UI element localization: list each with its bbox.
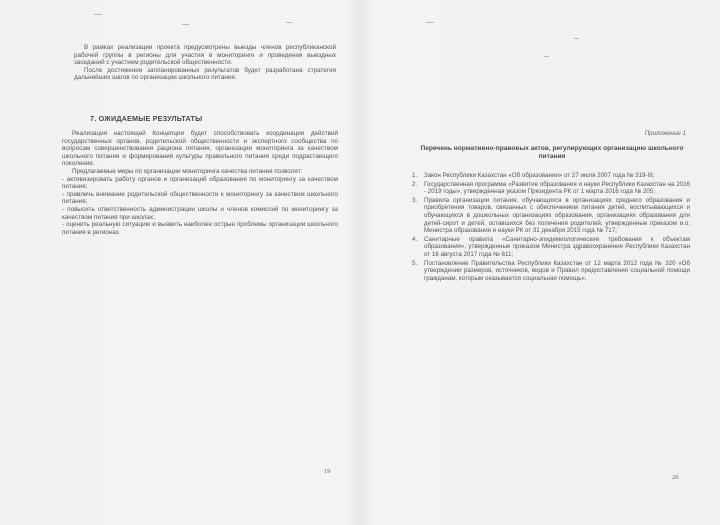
list-item (412, 197, 690, 235)
list-item (412, 172, 690, 180)
results-text (62, 130, 338, 236)
scan-mark (426, 22, 434, 23)
list-item: - повысить ответственность администрации школы и членов комиссий по мониторингу за качеством питания при школах; (62, 205, 338, 221)
page-number: 20 (672, 474, 679, 481)
regulations-list (412, 172, 690, 283)
item-text: Правила организации питания, обучающихся в организациях среднего образования и приобретения товаров, связанных с обеспечением питания детей, воспитывающихся и обучающихся в дошкольных организациях образования, организациях образования для детей-сирот и детей, оставшихся без попечения родителей, утвержденные приказом и.о. Министра образования и науки РК от 31 декабря 2015 года № 717; (424, 196, 690, 235)
scan-mark (182, 24, 189, 25)
item-number: 3. (412, 196, 418, 204)
scan-mark (544, 56, 549, 57)
item-text: Постановление Правительства Республики Казахстан от 12 марта 2012 года № 320 «Об утверждении размеров, источников, видов и Правил предоставления социальной помощи гражданам, которым оказывается социальная помощь». (424, 259, 690, 282)
body-paragraph-1: Реализация настоящей Концепции будет способствовать координации действий государственных органов, родительской общественности и экспертного сообщества по вопросам совершенствования рациона питания, организации мониторинга за качеством школьного питания и формирования культуры правильного питания среди подрастающего поколения. (62, 130, 338, 168)
measures-list (62, 176, 338, 237)
list-item (412, 181, 690, 196)
list-item (412, 236, 690, 259)
item-number: 1. (412, 172, 418, 179)
scan-mark (286, 22, 292, 23)
section-heading: 7. ОЖИДАЕМЫЕ РЕЗУЛЬТАТЫ (90, 114, 203, 123)
item-text: Государственная программа «Развитие образования и науки Республики Казахстан на 2016 - 2019 годы», утвержденная указом Президента РК от 1 марта 2016 года № 205; (424, 180, 690, 196)
item-number: 5. (412, 259, 418, 267)
item-number: 4. (412, 235, 418, 243)
item-text: Закон Республики Казахстан «Об образовании» от 27 июля 2007 года № 319-III; (424, 172, 655, 179)
scan-mark (94, 14, 102, 15)
list-item (412, 260, 690, 283)
page-number: 19 (324, 468, 331, 475)
right-page (360, 0, 720, 525)
appendix-label: Приложение 1 (644, 130, 686, 137)
list-item: - оценить реальную ситуацию и выявить наиболее острые проблемы организации школьного питания в регионах. (62, 221, 338, 236)
body-paragraph-2: Предлагаемые меры по организации мониторинга качества питания позволят: (72, 167, 303, 175)
intro-paragraph-2: После достижения запланированных результатов будет разработана стратегия дальнейших шагов по организации школьного питания. (74, 66, 336, 82)
item-number: 2. (412, 180, 418, 188)
list-item: - активизировать работу органов и организаций образования по мониторингу за качеством питания; (62, 175, 338, 191)
scan-mark (574, 38, 579, 39)
intro-text (74, 44, 336, 82)
item-text: Санитарные правила «Санитарно-эпидемиологические требования к объектам образования», утвержденные приказом Министра здравоохранения Республики Казахстан от 16 августа 2017 года № 611; (424, 235, 690, 258)
list-item: - привлечь внимание родительской общественности к мониторингу за качеством школьного питания; (62, 190, 338, 206)
intro-paragraph-1: В рамках реализации проекта предусмотрены выезды членов республиканской рабочей группы в регионы для участия в мониторинге и проведения выездных заседаний с участием родительской общественности. (74, 44, 336, 67)
appendix-title: Перечень нормативно-правовых актов, регулирующих организацию школьного питания (420, 145, 684, 160)
